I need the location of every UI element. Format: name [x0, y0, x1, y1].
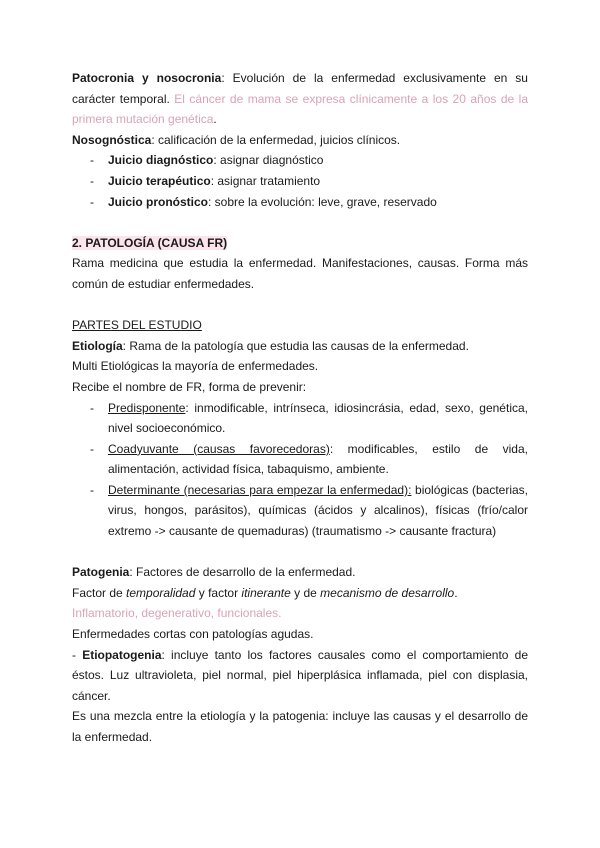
partes-heading-wrap: [72, 315, 528, 336]
juicio-text: : asignar diagnóstico: [213, 153, 324, 168]
patogenia-term: Patogenia: [72, 565, 130, 580]
juicio-term: Juicio diagnóstico: [108, 153, 214, 168]
spacer: [72, 295, 528, 316]
multi-paragraph: Multi Etiológicas la mayoría de enfermedades.: [72, 359, 319, 374]
factor-text-d: .: [454, 585, 458, 600]
factor-text: : modificables, estilo de vida, alimentación, actividad física, tabaquismo, ambiente.: [108, 441, 528, 477]
list-item: [72, 398, 528, 439]
factor-term: Predisponente: [108, 400, 186, 415]
itinerante-term: itinerante: [241, 585, 291, 600]
factor-text: biológicas (bacterias, virus, hongos, parásitos), químicas (ácidos y alcalinos), físicas (frío/calor extremo -> causante de quemaduras) (traumatismo -> causante fractura): [108, 482, 529, 539]
spacer: [72, 212, 528, 233]
cortas-paragraph: Enfermedades cortas con patologías agudas.: [72, 627, 314, 642]
section-heading: 2. PATOLOGÍA (CAUSA FR): [72, 235, 228, 250]
etiologia-text: : Rama de la patología que estudia las causas de la enfermedad.: [122, 338, 469, 353]
etiopatogenia-paragraph: [72, 645, 528, 707]
recibe-paragraph: Recibe el nombre de FR, forma de prevenir:: [72, 379, 307, 394]
juicios-list: [72, 150, 528, 212]
partes-heading: PARTES DEL ESTUDIO: [72, 318, 202, 333]
factor-term: Coadyuvante (causas favorecedoras): [108, 441, 330, 456]
spacer: [72, 542, 528, 563]
list-item: [72, 192, 528, 213]
patocronia-example: El cáncer de mama se expresa clínicamente a los 20 años de la primera mutación genética: [72, 91, 528, 127]
temporalidad-term: temporalidad: [126, 585, 196, 600]
juicio-text: : asignar tratamiento: [210, 173, 321, 188]
nosognostica-paragraph: [72, 130, 528, 151]
juicio-term: Juicio pronóstico: [108, 194, 209, 209]
list-item: [72, 439, 528, 480]
list-item: [72, 171, 528, 192]
etiopatogenia-text: : incluye tanto los factores causales como el comportamiento de éstos. Luz ultravioleta, piel normal, piel hiperplásica inflamada, piel con displasia, cáncer.: [72, 647, 528, 703]
factor-text: : inmodificable, intrínseca, idiosincrásia, edad, sexo, genética, nivel socioeconómico.: [108, 400, 528, 436]
dash-marker: -: [90, 194, 94, 209]
document-page: [72, 68, 528, 748]
juicio-term: Juicio terapéutico: [108, 173, 211, 188]
etiopatogenia-prefix: -: [72, 647, 83, 662]
mezcla-paragraph: Es una mezcla entre la etiología y la patogenia: incluye las causas y el desarrollo de la enfermedad.: [72, 709, 528, 744]
dash-marker: -: [90, 400, 94, 415]
factors-list: [72, 398, 528, 542]
patogenia-paragraph: [72, 562, 528, 583]
nosognostica-text: : calificación de la enfermedad, juicios clínicos.: [151, 132, 401, 147]
factor-text-b: y factor: [195, 585, 242, 600]
patocronia-paragraph: [72, 68, 528, 130]
etiologia-paragraph: [72, 336, 528, 357]
dash-marker: -: [90, 482, 94, 497]
dash-marker: -: [90, 153, 94, 168]
dash-marker: -: [90, 173, 94, 188]
patocronia-text: : Evolución de la enfermedad exclusivamente en su carácter temporal.: [72, 71, 528, 106]
types-paragraph: Inflamatorio, degenerativo, funcionales.: [72, 606, 282, 621]
section-intro: Rama medicina que estudia la enfermedad. Manifestaciones, causas. Forma más común de estudiar enfermedades.: [72, 256, 528, 291]
list-item: [72, 150, 528, 171]
patogenia-text: : Factores de desarrollo de la enfermedad.: [129, 565, 356, 580]
nosognostica-term: Nosognóstica: [72, 132, 152, 147]
factor-text-a: Factor de: [72, 585, 127, 600]
etiopatogenia-term: Etiopatogenia: [82, 647, 162, 662]
dash-marker: -: [90, 441, 94, 456]
patocronia-term: Patocronia y nosocronia: [72, 71, 222, 85]
factor-paragraph: [72, 583, 528, 604]
section-heading-wrap: [72, 233, 528, 254]
patocronia-end: .: [213, 112, 217, 127]
juicio-text: : sobre la evolución: leve, grave, reservado: [208, 194, 437, 209]
factor-text-c: y de: [290, 585, 321, 600]
list-item: [72, 480, 528, 542]
etiologia-term: Etiología: [72, 338, 123, 353]
mecanismo-term: mecanismo de desarrollo: [320, 585, 455, 600]
factor-term: Determinante (necesarias para empezar la enfermedad):: [108, 482, 412, 497]
